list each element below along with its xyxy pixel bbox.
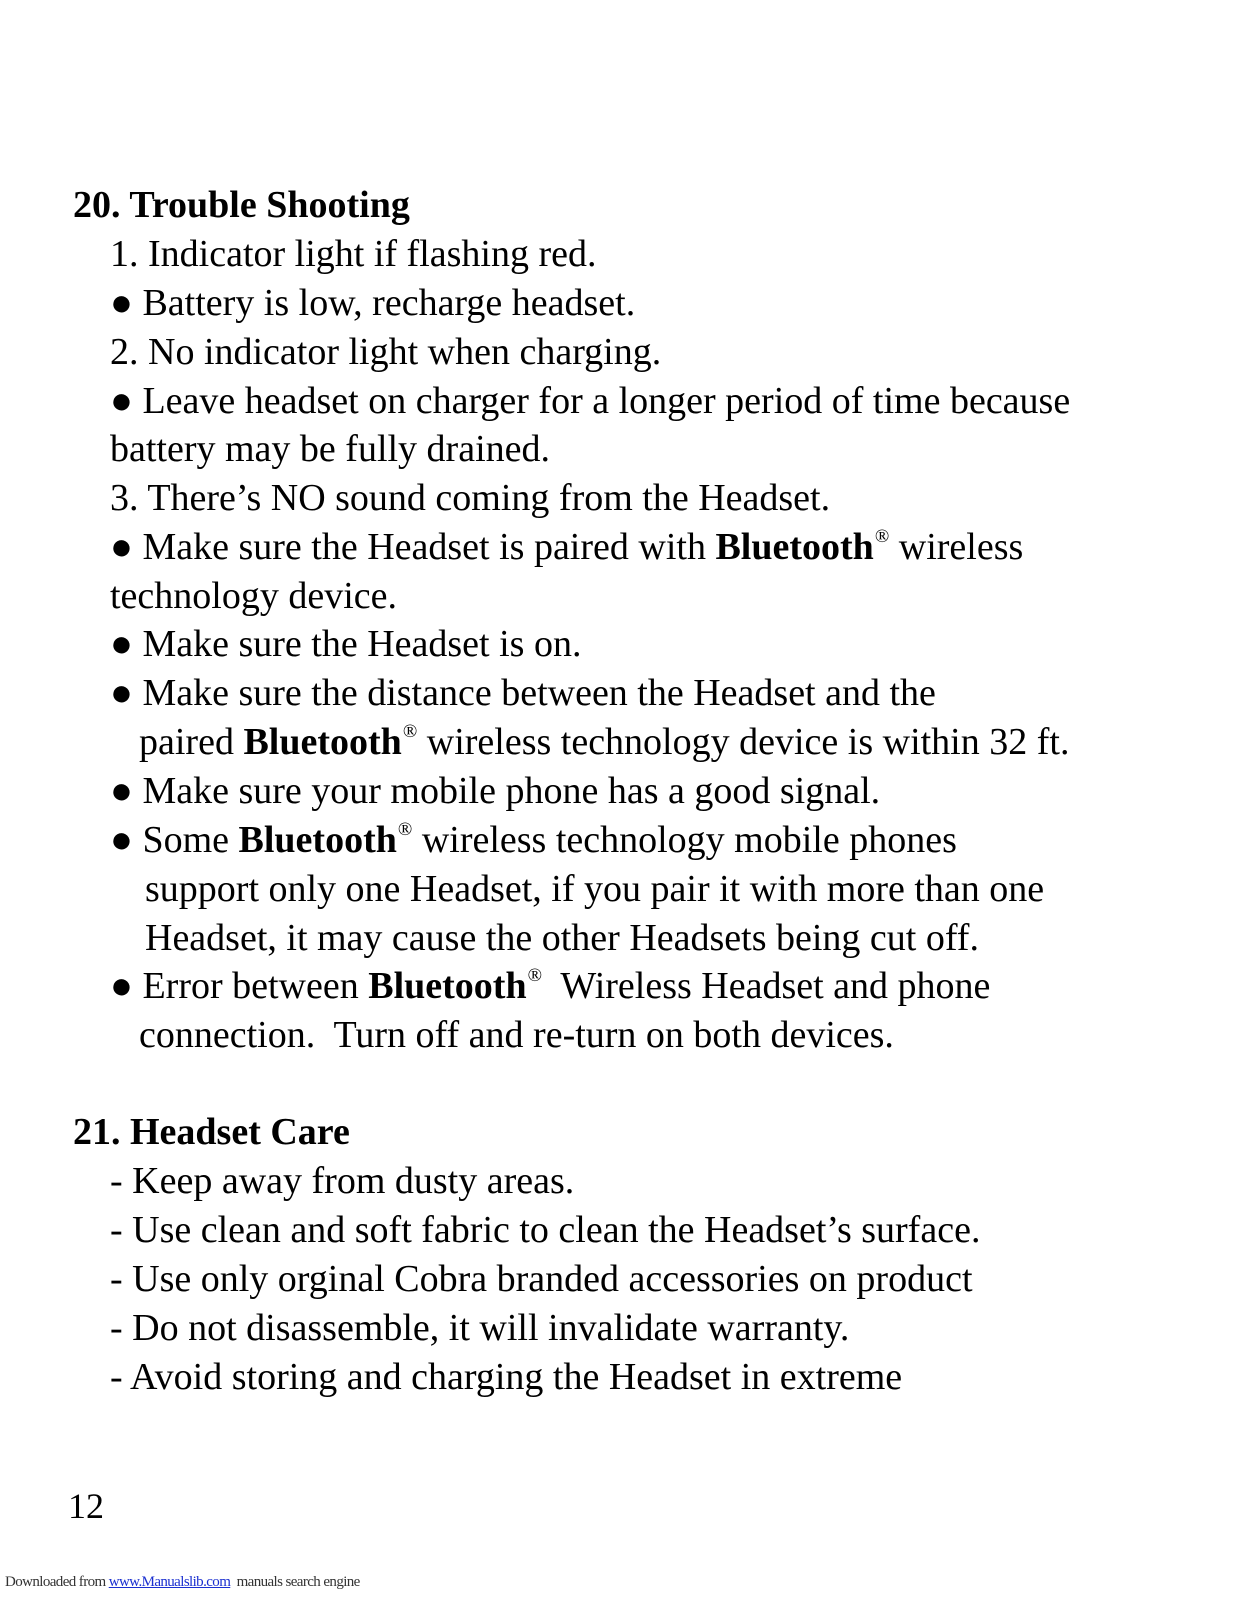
bluetooth-brand: Bluetooth xyxy=(715,526,874,568)
care-item: - Keep away from dusty areas. xyxy=(110,1160,575,1202)
registered-mark: ® xyxy=(397,819,413,840)
trouble-item-1: 1. Indicator light if flashing red. xyxy=(110,233,597,275)
bullet-paired-line-1 xyxy=(110,524,1023,577)
bullet-paired-text: ● Make sure the Headset is paired with xyxy=(110,526,716,568)
bullet-signal: ● Make sure your mobile phone has a good signal. xyxy=(110,770,881,812)
bullet-paired-line-2: technology device. xyxy=(110,575,398,617)
care-item: - Use only orginal Cobra branded accessories on product xyxy=(110,1258,973,1300)
bullet-error-line-2: connection. Turn off and re-turn on both devices. xyxy=(139,1014,894,1056)
bullet-some-text: ● Some xyxy=(110,819,239,861)
care-item: - Use clean and soft fabric to clean the Headset’s surface. xyxy=(110,1209,981,1251)
trouble-item-2-bullet-line-2: battery may be fully drained. xyxy=(110,428,551,470)
bullet-some-phones-line-1 xyxy=(110,817,957,870)
bluetooth-brand: Bluetooth xyxy=(243,721,402,763)
bluetooth-brand: Bluetooth xyxy=(368,965,527,1007)
bullet-error-text-end: Wireless Headset and phone xyxy=(542,965,991,1007)
bullet-some-phones-line-2: support only one Headset, if you pair it with more than one xyxy=(145,868,1045,910)
bullet-distance-line-2 xyxy=(139,719,1069,772)
trouble-item-3: 3. There’s NO sound coming from the Headset. xyxy=(110,477,831,519)
trouble-item-2: 2. No indicator light when charging. xyxy=(110,331,662,373)
registered-mark: ® xyxy=(402,721,418,742)
bullet-distance-line-1: ● Make sure the distance between the Headset and the xyxy=(110,672,936,714)
trouble-item-1-bullet: ● Battery is low, recharge headset. xyxy=(110,282,636,324)
bullet-distance-text-end: wireless technology device is within 32 ft. xyxy=(417,721,1070,763)
trouble-item-2-bullet-line-1: ● Leave headset on charger for a longer period of time because xyxy=(110,380,1071,422)
download-footer xyxy=(5,1572,360,1592)
bullet-headset-on: ● Make sure the Headset is on. xyxy=(110,623,582,665)
manualslib-link[interactable]: www.Manualslib.com xyxy=(108,1574,231,1590)
bullet-some-phones-line-3: Headset, it may cause the other Headsets being cut off. xyxy=(145,917,979,959)
section-21-heading: 21. Headset Care xyxy=(73,1111,350,1153)
footer-prefix: Downloaded from xyxy=(5,1574,109,1590)
page-number: 12 xyxy=(68,1486,104,1526)
bluetooth-brand: Bluetooth xyxy=(238,819,397,861)
care-item: - Do not disassemble, it will invalidate warranty. xyxy=(110,1307,850,1349)
bullet-error-text: ● Error between xyxy=(110,965,369,1007)
bullet-distance-text: paired xyxy=(139,721,244,763)
bullet-paired-text-end: wireless xyxy=(889,526,1024,568)
bullet-some-text-end: wireless technology mobile phones xyxy=(412,819,957,861)
registered-mark: ® xyxy=(527,965,543,986)
care-item: - Avoid storing and charging the Headset in extreme xyxy=(110,1356,903,1398)
bullet-error-line-1 xyxy=(110,963,990,1016)
section-20-heading: 20. Trouble Shooting xyxy=(73,184,410,226)
registered-mark: ® xyxy=(874,526,890,547)
footer-suffix: manuals search engine xyxy=(230,1574,360,1590)
